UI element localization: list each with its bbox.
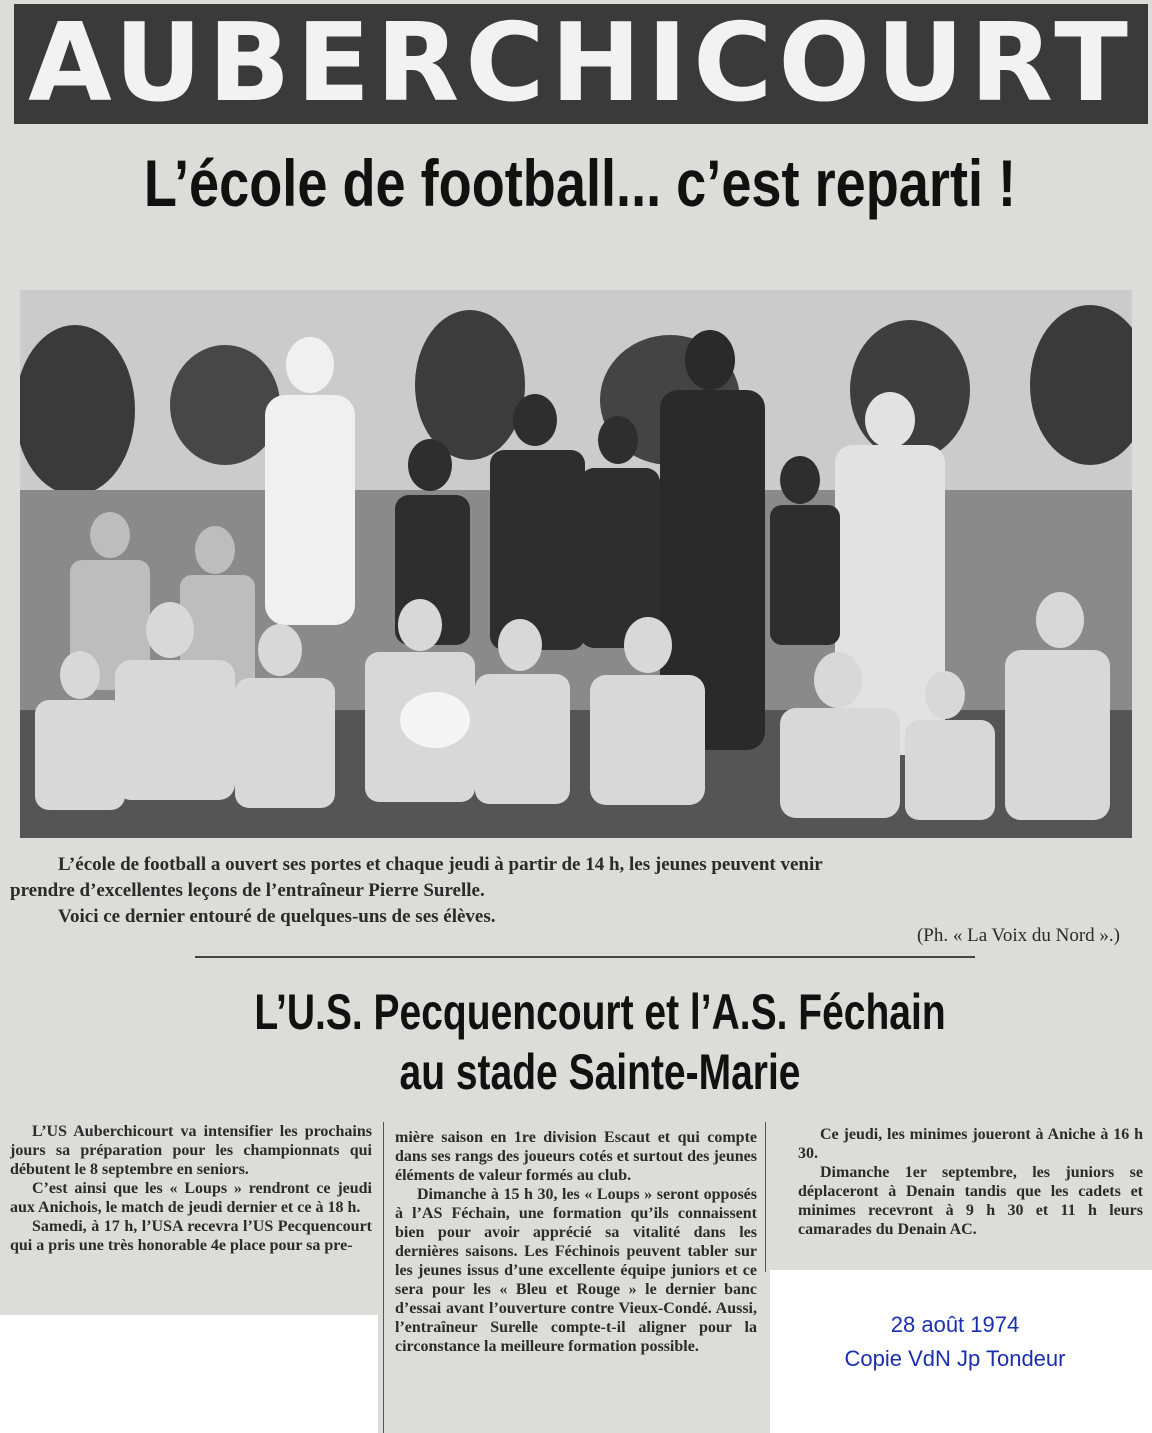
article-headline-line-1: L’U.S. Pecquencourt et l’A.S. Féchain bbox=[254, 984, 946, 1040]
column-divider bbox=[765, 1122, 766, 1272]
divider bbox=[195, 956, 975, 958]
page-background bbox=[0, 1315, 378, 1433]
article-headline bbox=[249, 982, 951, 1102]
paragraph: L’US Auberchicourt va intensifier les prochains jours sa préparation pour les championnats qui débutent le 8 septembre en seniors. bbox=[10, 1123, 372, 1178]
team-photo-illustration bbox=[20, 290, 1132, 838]
headline: L’école de football... c’est reparti ! bbox=[143, 146, 1017, 220]
article-column-2 bbox=[395, 1128, 757, 1356]
caption-line-3: Voici ce dernier entouré de quelques-uns de ses élèves. bbox=[58, 906, 496, 927]
column-divider bbox=[383, 1122, 384, 1433]
paragraph: Samedi, à 17 h, l’USA recevra l’US Pecquencourt qui a pris une très honorable 4e place pour sa pre- bbox=[10, 1218, 372, 1254]
caption-line-2: prendre d’excellentes leçons de l’entraîneur Pierre Surelle. bbox=[10, 880, 485, 901]
paragraph: Dimanche 1er septembre, les juniors se déplaceront à Denain tandis que les cadets et minimes recevront à 9 h 30 et 11 h leurs camarades du Denain AC. bbox=[798, 1164, 1143, 1238]
article-column-1 bbox=[10, 1122, 372, 1255]
archive-note bbox=[790, 1308, 1120, 1376]
masthead-title: AUBERCHICOURT bbox=[28, 1, 1134, 126]
archive-copy-credit: Copie VdN Jp Tondeur bbox=[844, 1346, 1066, 1371]
photo-caption bbox=[10, 852, 1130, 930]
masthead-banner bbox=[14, 1, 1148, 126]
paragraph: mière saison en 1re division Escaut et qui compte dans ses rangs des joueurs cotés et surtout des jeunes éléments de valeur formés au club. bbox=[395, 1129, 757, 1184]
team-photo bbox=[20, 290, 1132, 838]
article-headline-line-2: au stade Sainte-Marie bbox=[399, 1044, 801, 1100]
paragraph: Dimanche à 15 h 30, les « Loups » seront opposés à l’AS Féchain, une formation qu’ils connaissent bien pour avoir apprécié sa vitalité dans les dernières saisons. Les Féchinois peuvent tabler sur les jeunes issus d’une excellente équipe juniors et ce sera pour les « Bleu et Rouge » le dernier banc d’essai avant l’ouverture contre Vieux-Condé. Aussi, l’entraîneur Surelle compte-t-il aligner pour la circonstance la meilleure formation possible. bbox=[395, 1186, 757, 1355]
archive-date: 28 août 1974 bbox=[890, 1312, 1020, 1337]
article-column-3 bbox=[798, 1125, 1143, 1239]
paragraph: C’est ainsi que les « Loups » rendront ce jeudi aux Anichois, le match de jeudi dernier et ce à 18 h. bbox=[10, 1180, 372, 1216]
caption-line-1: L’école de football a ouvert ses portes et chaque jeudi à partir de 14 h, les jeunes peuvent venir bbox=[58, 854, 823, 875]
paragraph: Ce jeudi, les minimes joueront à Aniche à 16 h 30. bbox=[798, 1126, 1143, 1162]
photo-credit: (Ph. « La Voix du Nord ».) bbox=[916, 925, 1120, 946]
